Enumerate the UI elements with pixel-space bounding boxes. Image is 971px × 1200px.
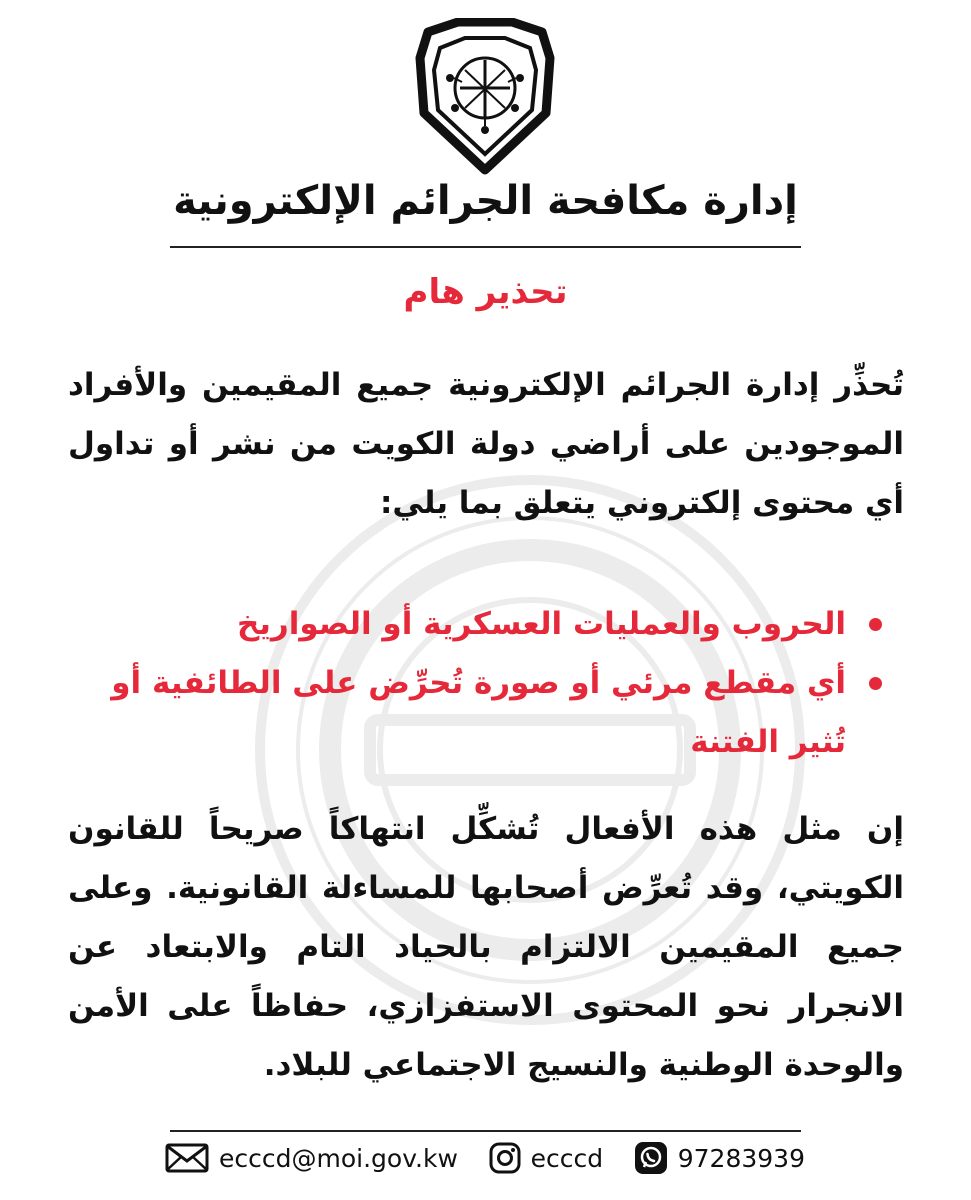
bullet-dot-icon [869, 677, 882, 690]
warning-title: تحذير هام [403, 272, 568, 312]
organization-name: إدارة مكافحة الجرائم الإلكترونية [173, 178, 798, 224]
contact-email [165, 1143, 458, 1173]
footer-divider [170, 1130, 801, 1132]
email-address[interactable]: ecccd@moi.gov.kw [219, 1143, 458, 1173]
contact-instagram [489, 1142, 604, 1174]
department-logo [410, 18, 560, 178]
header-divider [170, 246, 801, 248]
envelope-icon [165, 1143, 209, 1173]
warning-intro: تُحذِّر إدارة الجرائم الإلكترونية جميع المقيمين والأفراد الموجودين على أراضي دولة الكويت من نشر أو تداول أي محتوى إلكتروني يتعلق بما يلي: [68, 367, 904, 521]
warning-list [68, 595, 904, 772]
warning-body: إن مثل هذه الأفعال تُشكِّل انتهاكاً صريحاً للقانون الكويتي، وقد تُعرِّض أصحابها للمساءلة القانونية. وعلى جميع المقيمين الالتزام بالحياد التام والابتعاد عن الانجرار نحو المحتوى الاستفزازي، حفاظاً على الأمن والوحدة الوطنية والنسيج الاجتماعي للبلاد. [68, 811, 904, 1083]
instagram-icon [489, 1142, 521, 1174]
bullet-dot-icon [869, 618, 882, 631]
contact-bar [165, 1133, 805, 1183]
instagram-handle[interactable]: ecccd [530, 1143, 604, 1173]
list-item-text: الحروب والعمليات العسكرية أو الصواريخ [236, 606, 846, 642]
list-item [68, 595, 904, 654]
list-item [68, 654, 904, 772]
contact-whatsapp [634, 1141, 805, 1175]
shield-circuit-icon [410, 18, 560, 178]
whatsapp-number[interactable]: 97283939 [677, 1143, 805, 1173]
whatsapp-icon [634, 1141, 668, 1175]
list-item-text: أي مقطع مرئي أو صورة تُحرِّض على الطائفية أو تُثير الفتنة [111, 665, 846, 760]
